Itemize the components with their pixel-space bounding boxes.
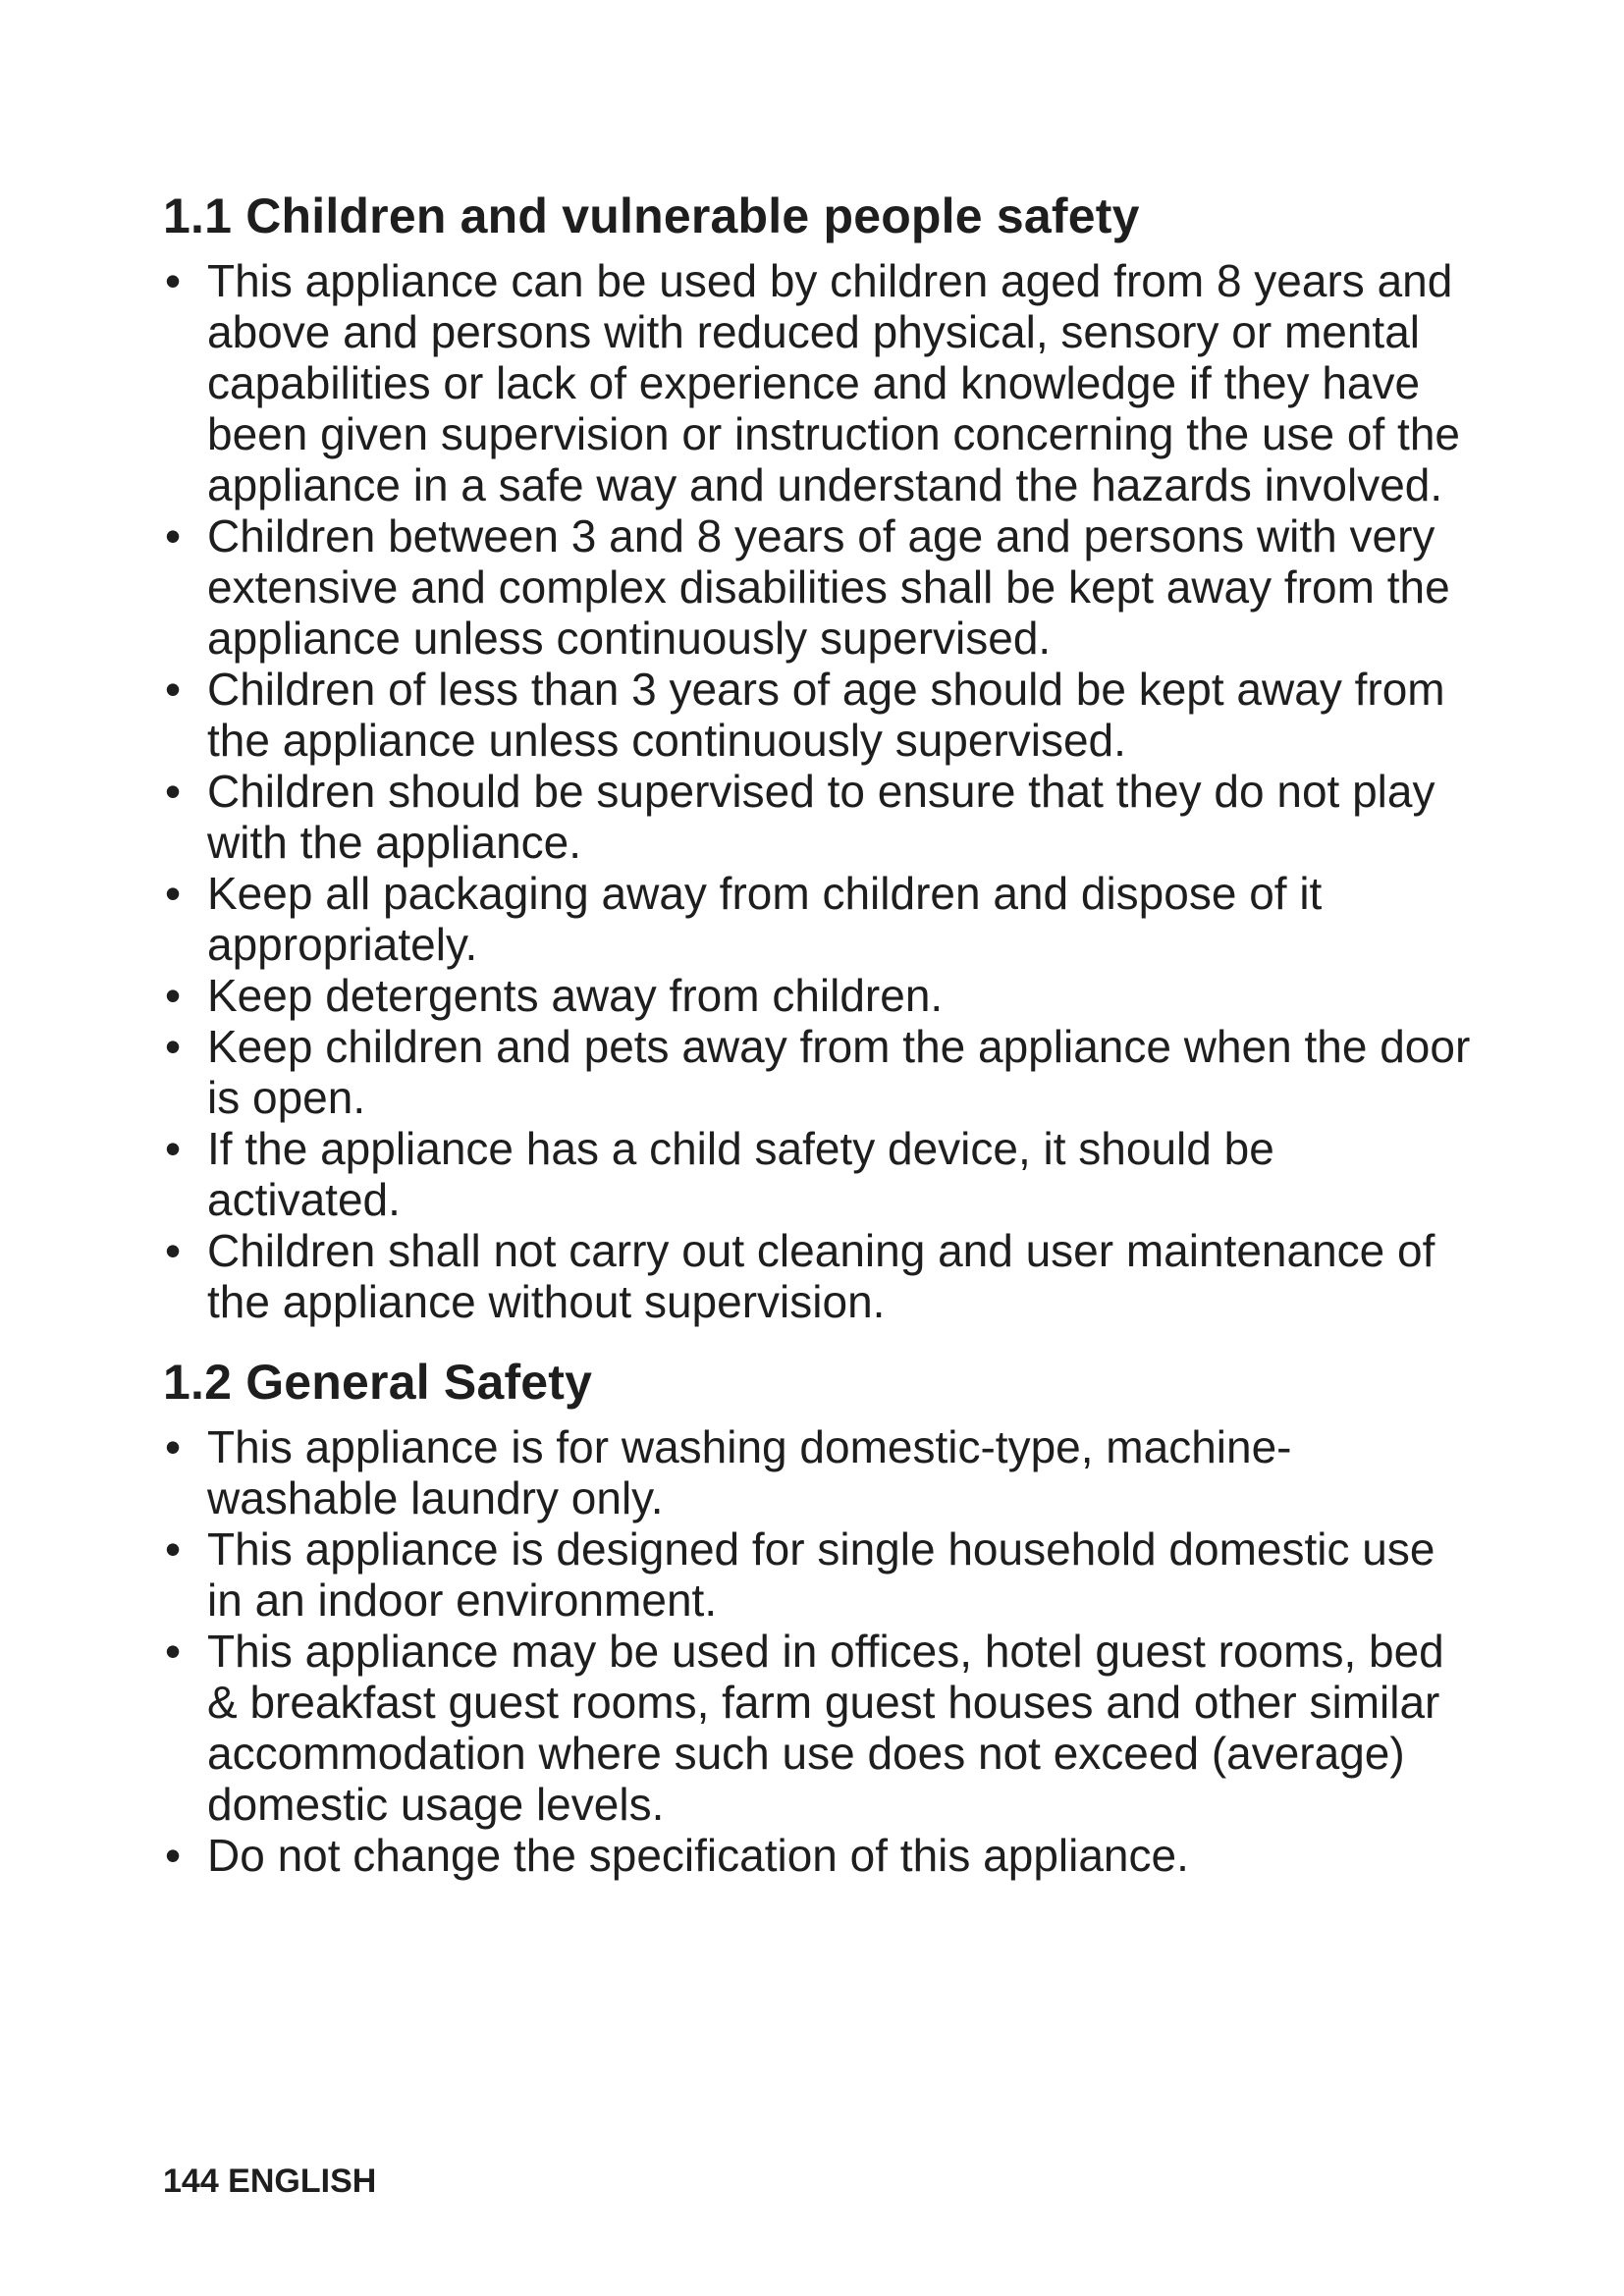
list-item-text: Keep all packaging away from children and dispose of it appropriately. — [207, 868, 1323, 970]
list-item — [163, 664, 1479, 766]
list-item-text: Children should be supervised to ensure that they do not play with the appliance. — [207, 766, 1435, 868]
list-item — [163, 1021, 1479, 1123]
bullet-icon: • — [165, 1626, 182, 1677]
list-item — [163, 1421, 1479, 1523]
list-item-text: This appliance is for washing domestic-type, machine-washable laundry only. — [207, 1421, 1292, 1523]
bullet-icon: • — [165, 868, 182, 919]
list-item-text: This appliance may be used in offices, hotel guest rooms, bed & breakfast guest rooms, farm guest houses and other similar accommodation where such use does not exceed (average) domestic usage levels. — [207, 1626, 1444, 1830]
document-page — [163, 187, 1479, 1881]
list-item — [163, 1830, 1479, 1881]
list-item-text: Keep detergents away from children. — [207, 970, 944, 1021]
bullet-icon: • — [165, 510, 182, 561]
list-item — [163, 868, 1479, 970]
list-item — [163, 1123, 1479, 1225]
list-item-text: If the appliance has a child safety device, it should be activated. — [207, 1123, 1274, 1225]
bullet-icon: • — [165, 1021, 182, 1072]
list-item-text: Do not change the specification of this appliance. — [207, 1830, 1189, 1881]
list-item — [163, 255, 1479, 510]
bullet-icon: • — [165, 255, 182, 306]
list-item-text: Children of less than 3 years of age should be kept away from the appliance unless continuously supervised. — [207, 664, 1445, 766]
bullet-icon: • — [165, 1830, 182, 1881]
list-item-text: Keep children and pets away from the appliance when the door is open. — [207, 1021, 1471, 1123]
list-item-text: This appliance is designed for single household domestic use in an indoor environment. — [207, 1523, 1435, 1626]
section-title-general-safety: 1.2 General Safety — [163, 1355, 593, 1410]
list-item — [163, 970, 1479, 1021]
list-item-text: Children between 3 and 8 years of age and persons with very extensive and complex disabilities shall be kept away from the appliance unless continuously supervised. — [207, 510, 1450, 664]
list-item — [163, 766, 1479, 868]
list-item — [163, 1626, 1479, 1830]
list-item-text: This appliance can be used by children aged from 8 years and above and persons with reduced physical, sensory or mental capabilities or lack of experience and knowledge if they have been given supervision or instruction concerning the use of the appliance in a safe way and understand the hazards involved. — [207, 255, 1461, 510]
bullet-icon: • — [165, 970, 182, 1021]
bullet-icon: • — [165, 1225, 182, 1276]
children-safety-list — [163, 255, 1479, 1327]
bullet-icon: • — [165, 766, 182, 817]
page-footer: 144 ENGLISH — [163, 2163, 377, 2200]
bullet-icon: • — [165, 664, 182, 715]
bullet-icon: • — [165, 1523, 182, 1575]
bullet-icon: • — [165, 1123, 182, 1174]
list-item — [163, 1523, 1479, 1626]
general-safety-list — [163, 1421, 1479, 1881]
list-item-text: Children shall not carry out cleaning and user maintenance of the appliance without supervision. — [207, 1225, 1435, 1327]
bullet-icon: • — [165, 1421, 182, 1472]
list-item — [163, 510, 1479, 664]
list-item — [163, 1225, 1479, 1327]
section-title-children-safety: 1.1 Children and vulnerable people safety — [163, 188, 1140, 243]
